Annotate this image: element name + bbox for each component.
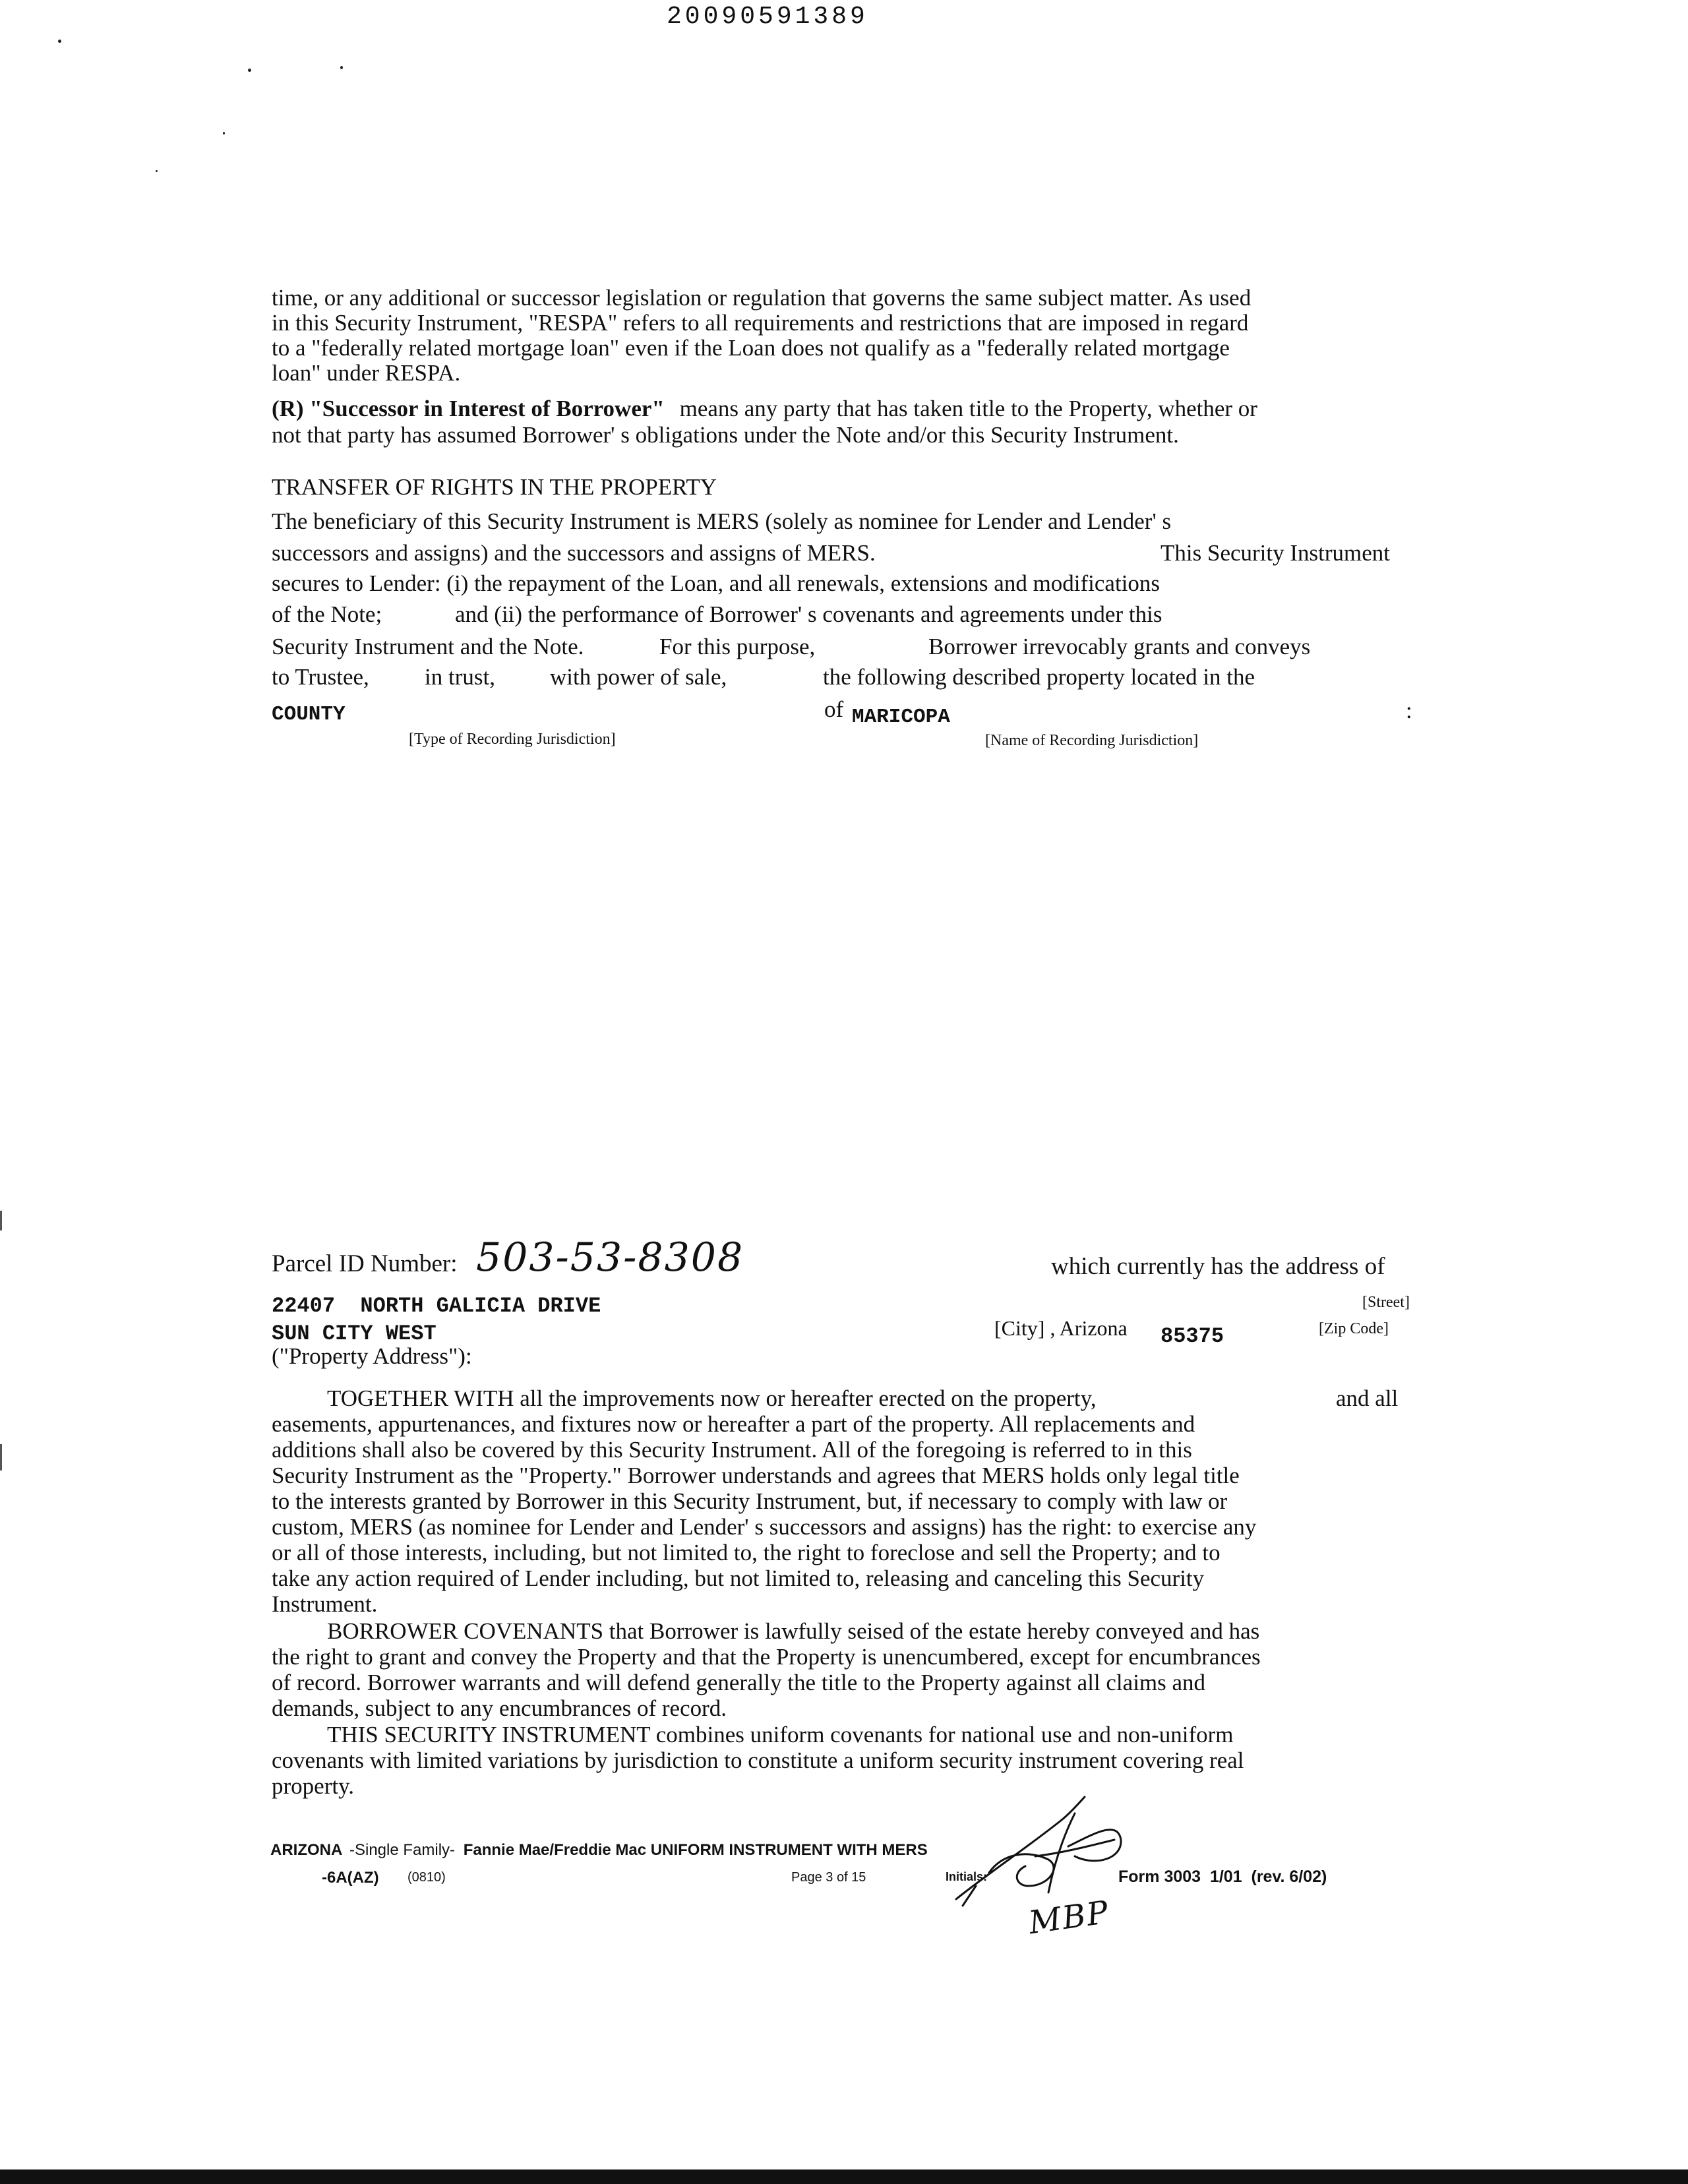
parcel-number-handwritten: 503-53-8308 [476, 1234, 744, 1281]
footer-line-1 [270, 1841, 928, 1860]
definition-line: in this Security Instrument, "RESPA" refers to all requirements and restrictions that are imposed in regard [272, 310, 1249, 336]
transfer-line: to Trustee, [272, 664, 369, 690]
document-number: 20090591389 [667, 3, 868, 31]
jurisdiction-colon: : [1406, 698, 1412, 723]
footer-initials-label: Initials: [946, 1870, 988, 1883]
transfer-line: For this purpose, [659, 634, 816, 659]
covenant-line: of record. Borrower warrants and will defend generally the title to the Property against all claims and [272, 1670, 1206, 1695]
initials-handwritten: MBP [1026, 1893, 1112, 1942]
scan-speck [156, 170, 158, 172]
transfer-line: the following described property located in the [823, 664, 1255, 690]
transfer-line: and (ii) the performance of Borrower' s covenants and agreements under this [455, 601, 1162, 627]
together-line: additions shall also be covered by this Security Instrument. All of the foregoing is referred to in this [272, 1437, 1192, 1463]
footer-instrument: Fannie Mae/Freddie Mac UNIFORM INSTRUMENT WITH MERS [463, 1841, 928, 1859]
scan-speck [340, 66, 343, 69]
scan-speck [58, 40, 61, 43]
jurisdiction-type: COUNTY [272, 703, 346, 726]
zip-caption: [Zip Code] [1319, 1320, 1389, 1337]
transfer-line: Security Instrument and the Note. [272, 634, 584, 659]
footer-state: ARIZONA [270, 1841, 343, 1859]
together-line: custom, MERS (as nominee for Lender and Lender' s successors and assigns) has the right: to exercise any [272, 1514, 1257, 1540]
security-line: property. [272, 1773, 355, 1799]
scan-bottom-border [0, 2169, 1688, 2184]
transfer-line: successors and assigns) and the successors and assigns of MERS. [272, 540, 876, 566]
footer-form-number: Form 3003 1/01 (rev. 6/02) [1118, 1867, 1327, 1886]
definition-line: time, or any additional or successor legislation or regulation that governs the same subject matter. As used [272, 285, 1251, 311]
transfer-line: of the Note; [272, 601, 382, 627]
name-caption: [Name of Recording Jurisdiction] [985, 732, 1199, 749]
definition-r [272, 395, 1257, 423]
definition-r-label: (R) "Successor in Interest of Borrower" [272, 396, 665, 421]
footer-form-code: -6A(AZ) [322, 1869, 379, 1887]
transfer-line: The beneficiary of this Security Instrument is MERS (solely as nominee for Lender and Lender' s [272, 508, 1172, 534]
footer-family: -Single Family- [349, 1841, 456, 1859]
definition-line: loan" under RESPA. [272, 360, 461, 386]
section-heading: TRANSFER OF RIGHTS IN THE PROPERTY [272, 474, 717, 500]
city-value: SUN CITY WEST [272, 1321, 437, 1346]
address-intro: which currently has the address of [1051, 1253, 1385, 1280]
together-line: to the interests granted by Borrower in this Security Instrument, but, if necessary to comply with law or [272, 1488, 1228, 1514]
footer-form-version: (0810) [407, 1870, 446, 1885]
security-line: THIS SECURITY INSTRUMENT combines uniform covenants for national use and non-uniform [327, 1722, 1234, 1747]
transfer-line: Borrower irrevocably grants and conveys [928, 634, 1311, 659]
together-line: TOGETHER WITH all the improvements now or hereafter erected on the property, [327, 1385, 1097, 1411]
together-line: Security Instrument as the "Property." Borrower understands and agrees that MERS holds only legal title [272, 1463, 1240, 1488]
definition-line: not that party has assumed Borrower' s obligations under the Note and/or this Security Instrument. [272, 422, 1179, 448]
scan-edge-mark [0, 1444, 2, 1471]
covenant-line: the right to grant and convey the Property and that the Property is unencumbered, except for encumbrances [272, 1644, 1261, 1670]
transfer-line: secures to Lender: (i) the repayment of the Loan, and all renewals, extensions and modifications [272, 570, 1160, 596]
of-word: of [824, 696, 844, 722]
type-caption: [Type of Recording Jurisdiction] [409, 731, 616, 748]
zip-value: 85375 [1160, 1324, 1224, 1349]
property-address-label: ("Property Address"): [272, 1343, 472, 1369]
together-line: Instrument. [272, 1591, 378, 1617]
street-value: 22407 NORTH GALICIA DRIVE [272, 1294, 601, 1318]
covenant-line: demands, subject to any encumbrances of record. [272, 1695, 727, 1721]
together-line: easements, appurtenances, and fixtures now or hereafter a part of the property. All replacements and [272, 1411, 1195, 1437]
definition-r-text: means any party that has taken title to the Property, whether or [679, 396, 1257, 421]
jurisdiction-name: MARICOPA [852, 706, 950, 729]
scan-speck [223, 132, 225, 135]
parcel-label: Parcel ID Number: [272, 1250, 458, 1277]
together-line: and all [1336, 1385, 1399, 1411]
together-line: or all of those interests, including, but not limited to, the right to foreclose and sell the Property; and to [272, 1540, 1221, 1565]
footer-page-number: Page 3 of 15 [791, 1870, 866, 1885]
transfer-line: in trust, [425, 664, 495, 690]
together-line: take any action required of Lender including, but not limited to, releasing and canceling this Security [272, 1565, 1205, 1591]
transfer-line: with power of sale, [550, 664, 727, 690]
street-caption: [Street] [1362, 1294, 1410, 1311]
city-caption: [City] , Arizona [994, 1316, 1128, 1340]
security-line: covenants with limited variations by jurisdiction to constitute a uniform security instrument covering real [272, 1747, 1244, 1773]
definition-line: to a "federally related mortgage loan" even if the Loan does not qualify as a "federally related mortgage [272, 335, 1230, 361]
covenant-line: BORROWER COVENANTS that Borrower is lawfully seised of the estate hereby conveyed and has [327, 1618, 1260, 1644]
transfer-line: This Security Instrument [1160, 540, 1391, 566]
scan-edge-mark [0, 1211, 2, 1230]
scan-speck [248, 69, 251, 72]
